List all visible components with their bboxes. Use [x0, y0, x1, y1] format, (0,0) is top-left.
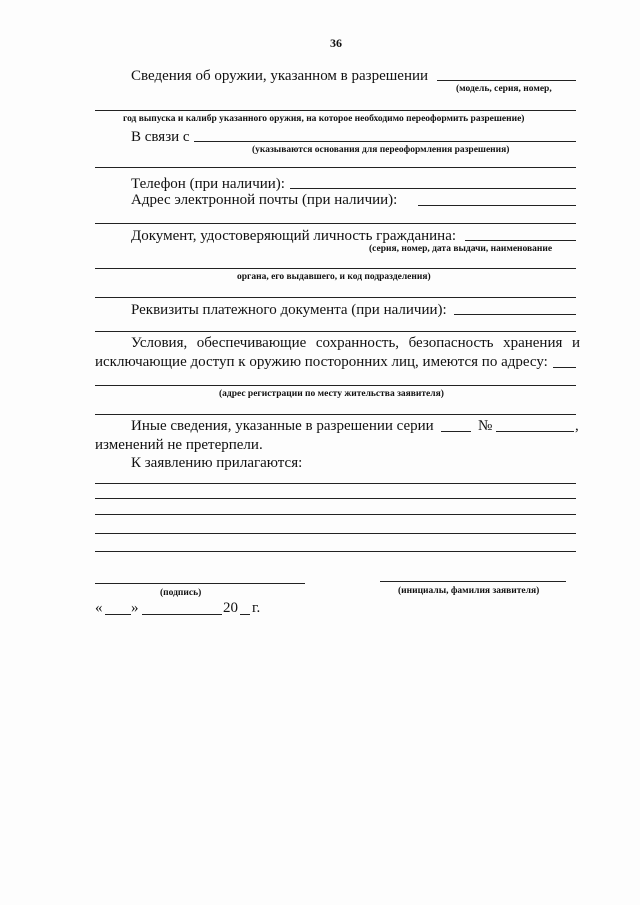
- date-open-quote: «: [95, 600, 103, 616]
- email-field[interactable]: [418, 205, 576, 206]
- identity-doc-hint-2: органа, его выдавшего, и код подразделения): [237, 272, 431, 282]
- attachment-line-3[interactable]: [95, 514, 576, 515]
- identity-doc-label: Документ, удостоверяющий личность гражданина:: [131, 228, 457, 244]
- payment-label: Реквизиты платежного документа (при наличии):: [131, 302, 447, 318]
- signature-field[interactable]: [95, 583, 305, 584]
- weapon-info-label: Сведения об оружии, указанном в разрешении: [131, 68, 429, 84]
- payment-field[interactable]: [454, 314, 576, 315]
- reason-hint: (указываются основания для переоформления разрешения): [252, 145, 510, 155]
- storage-hint: (адрес регистрации по месту жительства заявителя): [219, 389, 444, 399]
- storage-address-field-2[interactable]: [95, 385, 576, 386]
- weapon-info-hint-2: год выпуска и калибр указанного оружия, на которое необходимо переоформить разрешение): [123, 114, 525, 124]
- storage-line-2: исключающие доступ к оружию посторонних лиц, имеются по адресу:: [95, 354, 548, 370]
- permit-number-field[interactable]: [496, 431, 574, 432]
- reason-field[interactable]: [194, 141, 576, 142]
- reason-label: В связи с: [131, 129, 190, 145]
- date-year-field[interactable]: [240, 614, 250, 615]
- number-sign: №: [478, 418, 493, 434]
- weapon-info-field[interactable]: [437, 80, 576, 81]
- attachment-line-2[interactable]: [95, 498, 576, 499]
- page-number: 36: [330, 36, 342, 50]
- permit-series-field[interactable]: [441, 431, 471, 432]
- applicant-name-field[interactable]: [380, 581, 566, 582]
- attachment-line-1[interactable]: [95, 483, 576, 484]
- identity-doc-field[interactable]: [465, 240, 576, 241]
- email-label: Адрес электронной почты (при наличии):: [131, 192, 398, 208]
- date-close-quote: »: [131, 600, 139, 616]
- attachments-label: К заявлению прилагаются:: [131, 455, 303, 471]
- identity-doc-hint-1: (серия, номер, дата выдачи, наименование: [369, 244, 553, 254]
- weapon-info-hint-1: (модель, серия, номер,: [456, 84, 552, 94]
- phone-field[interactable]: [290, 188, 576, 189]
- storage-address-field[interactable]: [553, 367, 576, 368]
- date-year-suffix: г.: [252, 600, 261, 616]
- other-info-line-2: изменений не претерпели.: [95, 437, 263, 453]
- other-info-label: Иные сведения, указанные в разрешении серии: [131, 418, 434, 434]
- date-year-prefix: 20: [223, 600, 238, 616]
- storage-line-1: Условия, обеспечивающие сохранность, безопасность хранения и: [131, 335, 580, 351]
- payment-field-2[interactable]: [95, 331, 576, 332]
- other-info-comma: ,: [575, 418, 579, 434]
- signature-hint: (подпись): [160, 588, 202, 598]
- storage-address-field-3[interactable]: [95, 414, 576, 415]
- phone-label: Телефон (при наличии):: [131, 176, 285, 192]
- date-month-field[interactable]: [142, 614, 222, 615]
- email-field-2[interactable]: [95, 223, 576, 224]
- weapon-info-field-2[interactable]: [95, 110, 576, 111]
- applicant-name-hint: (инициалы, фамилия заявителя): [398, 586, 540, 596]
- identity-doc-field-2[interactable]: [95, 268, 576, 269]
- attachment-line-5[interactable]: [95, 551, 576, 552]
- attachment-line-4[interactable]: [95, 533, 576, 534]
- date-day-field[interactable]: [105, 614, 131, 615]
- reason-field-2[interactable]: [95, 167, 576, 168]
- identity-doc-field-3[interactable]: [95, 297, 576, 298]
